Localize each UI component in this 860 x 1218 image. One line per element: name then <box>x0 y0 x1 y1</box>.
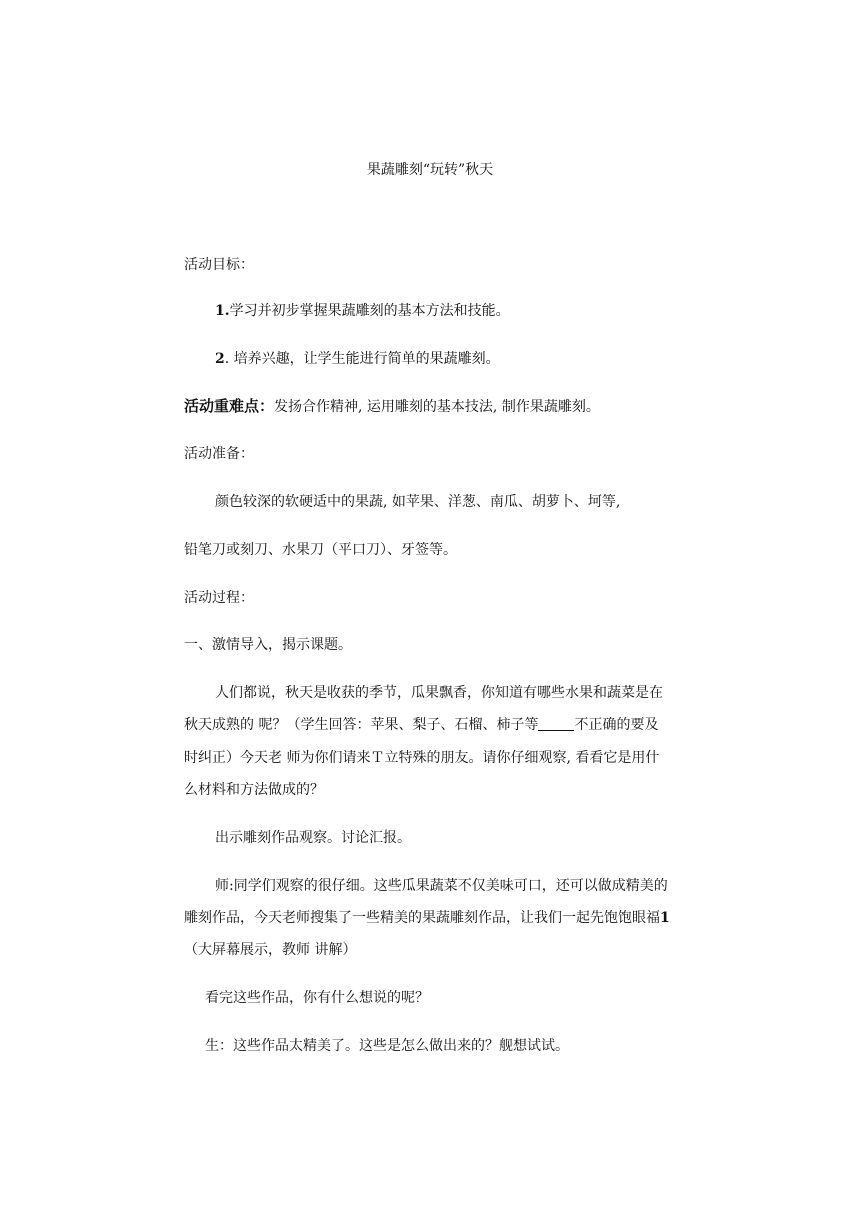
paragraph-3-line-2-mark: 1 <box>660 910 670 926</box>
goal-item-1-text: 学习并初步掌握果蔬雕刻的基本方法和技能。 <box>229 303 510 319</box>
paragraph-1-line-3: 时纠正）今天老 师为你们请来Ｔ立特殊的朋友。请你仔细观察, 看看它是用什 <box>184 750 660 766</box>
goal-item-1-number: 1. <box>215 303 230 319</box>
goal-item-1 <box>215 302 510 320</box>
goal-heading: 活动目标： <box>184 257 254 273</box>
paragraph-1-line-1: 人们都说，秋天是收获的季节，瓜果飘香，你知道有哪些水果和蔬菜是在 <box>215 685 663 701</box>
process-heading: 活动过程： <box>184 590 254 606</box>
key-points-label: 活动重难点： <box>184 397 275 415</box>
paragraph-3-line-2 <box>184 909 670 927</box>
paragraph-3-line-1: 师:同学们观察的很仔细。这些瓜果蔬菜不仅美味可口，还可以做成精美的 <box>215 878 668 894</box>
section-heading-1: 一、激情导入，揭示课题。 <box>184 637 352 653</box>
goal-item-2 <box>215 350 500 368</box>
goal-item-2-text: . 培养兴趣，让学生能进行简单的果蔬雕刻。 <box>224 351 500 367</box>
paragraph-3-line-3: （大屏幕展示，教师 讲解） <box>184 942 357 958</box>
prep-heading: 活动准备： <box>184 446 254 462</box>
paragraph-1-line-2-start: 秋天成熟的 呢？（学生回答：苹果、梨子、石榴、柿子等 <box>184 717 539 733</box>
prep-line-2: 铅笔刀或刻刀、水果刀（平口刀）、牙签等。 <box>184 542 457 558</box>
paragraph-1-line-2-end: 不正确的要及 <box>574 717 659 733</box>
prep-line-1: 颜色较深的软硬适中的果蔬, 如苹果、洋葱、南瓜、胡萝卜、坷等, <box>215 494 621 510</box>
paragraph-3-line-2-text: 雕刻作品，今天老师搜集了一些精美的果蔬雕刻作品，让我们一起先饱饱眼福 <box>184 910 660 926</box>
paragraph-2: 出示雕刻作品观察。讨论汇报。 <box>215 830 411 846</box>
answer-blank <box>538 716 574 731</box>
paragraph-4: 看完这些作品，你有什么想说的呢？ <box>205 990 429 1006</box>
paragraph-5: 生：这些作品太精美了。这些是怎么做出来的？舰想试试。 <box>205 1038 569 1054</box>
key-points-text: 发扬合作精神, 运用雕刻的基本技法, 制作果蔬雕刻。 <box>274 399 600 415</box>
paragraph-1-line-4: 么材料和方法做成的？ <box>184 782 324 798</box>
goal-item-2-number: 2 <box>215 351 225 367</box>
key-points <box>184 397 600 416</box>
paragraph-1-line-2 <box>184 716 658 734</box>
page-title: 果蔬雕刻“玩转”秋天 <box>366 162 494 178</box>
